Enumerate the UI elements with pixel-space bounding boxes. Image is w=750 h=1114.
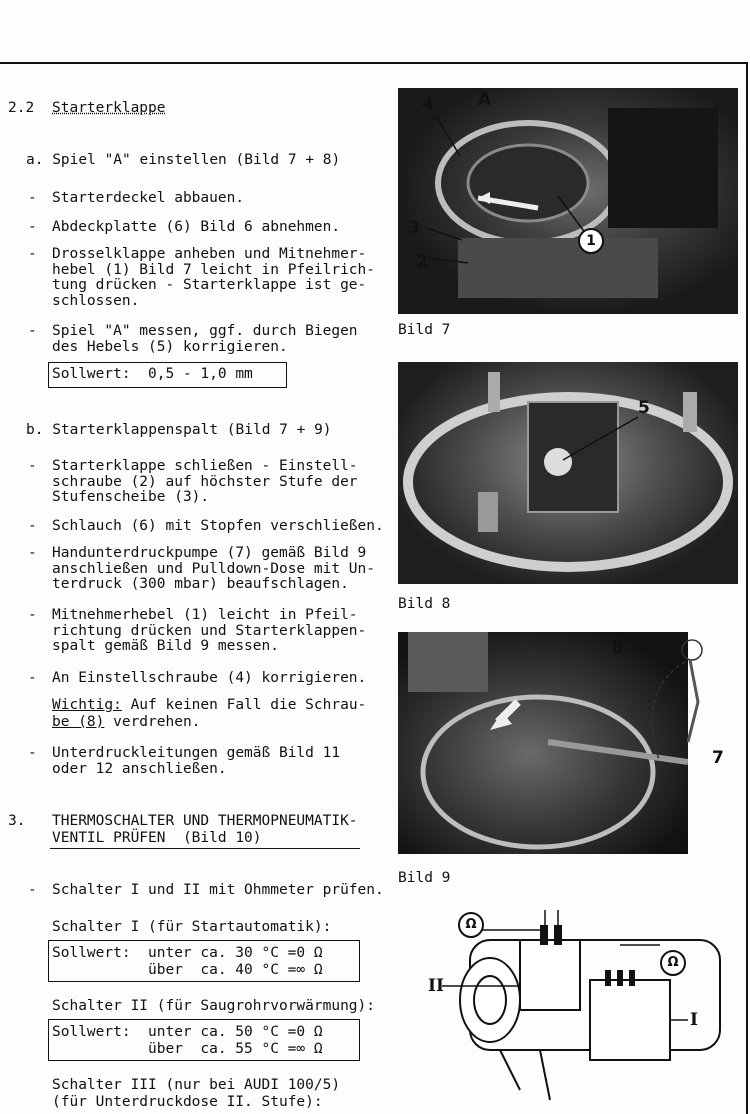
b9-label-6: 6 — [676, 830, 688, 850]
list-item-line: Starterklappe schließen - Einstell- — [52, 458, 358, 474]
sollwert-1-line-2: über ca. 40 °C =∞ Ω — [148, 962, 323, 978]
bullet: - — [28, 190, 37, 206]
sollwert-1-label: Sollwert: — [52, 945, 131, 961]
wichtig-line-1 — [52, 697, 366, 714]
sollwert-2-label: Sollwert: — [52, 1024, 131, 1040]
pump-drawing — [640, 632, 745, 862]
bullet: - — [28, 545, 37, 561]
schalter-3-line-2: (für Unterdruckdose II. Stufe): — [52, 1094, 323, 1110]
bullet: - — [28, 219, 37, 235]
b7-label-3: 3 — [408, 218, 420, 238]
bullet: - — [28, 458, 37, 474]
list-item-line: Stufenscheibe (3). — [52, 489, 210, 505]
list-item-line: Mitnehmerhebel (1) leicht in Pfeil- — [52, 607, 358, 623]
schalter-2: Schalter II (für Saugrohrvorwärmung): — [52, 998, 376, 1014]
sollwert-2-line-2: über ca. 55 °C =∞ Ω — [148, 1041, 323, 1057]
bullet: - — [28, 745, 37, 761]
list-item-line: Spiel "A" messen, ggf. durch Biegen — [52, 323, 358, 339]
list-item-line: An Einstellschraube (4) korrigieren. — [52, 670, 367, 686]
bullet: - — [28, 323, 37, 339]
schalter-3-line-1: Schalter III (nur bei AUDI 100/5) — [52, 1077, 341, 1093]
b7-label-4: 4 — [422, 94, 434, 114]
list-item-line: Handunterdruckpumpe (7) gemäß Bild 9 — [52, 545, 367, 561]
section-3-title-2: VENTIL PRÜFEN (Bild 10) — [52, 830, 262, 846]
b7-label-1: 1 — [578, 228, 604, 254]
section-3-number: 3. — [8, 813, 26, 829]
bild-8-photo — [398, 362, 738, 584]
wichtig-text-1: Auf keinen Fall die Schrau- — [121, 697, 367, 713]
sollwert-2-line-1: unter ca. 50 °C =0 Ω — [148, 1024, 323, 1040]
bullet: - — [28, 518, 37, 534]
section-3-item: Schalter I und II mit Ohmmeter prüfen. — [52, 882, 384, 898]
list-item-line: des Hebels (5) korrigieren. — [52, 338, 288, 355]
sollwert-a: Sollwert: 0,5 - 1,0 mm — [52, 366, 253, 382]
bullet: - — [28, 882, 37, 898]
list-item-line: hebel (1) Bild 7 leicht in Pfeilrich- — [52, 261, 376, 278]
b9-label-8: 8 — [612, 638, 624, 658]
list-item-line: Unterdruckleitungen gemäß Bild 11 — [52, 745, 341, 761]
bild-7-photo — [398, 88, 738, 314]
wichtig-text-2b: verdrehen. — [104, 714, 201, 730]
list-item-line: oder 12 anschließen. — [52, 760, 227, 777]
list-item-line: Starterdeckel abbauen. — [52, 190, 245, 206]
b10-label-I: I — [690, 1010, 698, 1030]
list-item-line: Drosselklappe anheben und Mitnehmer- — [52, 246, 367, 262]
wichtig-line-2 — [52, 714, 200, 731]
section-3-title-1: THERMOSCHALTER UND THERMOPNEUMATIK- — [52, 813, 358, 829]
list-item-line: schraube (2) auf höchster Stufe der — [52, 473, 358, 490]
sollwert-1-line-1: unter ca. 30 °C =0 Ω — [148, 945, 323, 961]
list-item-line: schlossen. — [52, 292, 140, 309]
section-title: Starterklappe — [52, 100, 166, 116]
list-item-line: richtung drücken und Starterklappen- — [52, 622, 367, 639]
b10-ohm-right: Ω — [660, 950, 686, 976]
list-item-line: tung drücken - Starterklappe ist ge- — [52, 277, 367, 293]
list-item-line: terdruck (300 mbar) beaufschlagen. — [52, 576, 349, 592]
list-item-line: anschließen und Pulldown-Dose mit Un- — [52, 560, 376, 577]
bullet: - — [28, 670, 37, 686]
schalter-1: Schalter I (für Startautomatik): — [52, 919, 332, 935]
section-number: 2.2 — [8, 100, 35, 116]
list-item-line: Abdeckplatte (6) Bild 6 abnehmen. — [52, 219, 341, 235]
bullet: - — [28, 607, 37, 623]
bild-7-caption: Bild 7 — [398, 322, 451, 338]
b10-ohm-left: Ω — [458, 912, 484, 938]
b7-label-A: A — [478, 90, 492, 110]
list-item-line: spalt gemäß Bild 9 messen. — [52, 638, 279, 654]
bullet: - — [28, 246, 37, 262]
b8-label-5: 5 — [638, 398, 650, 418]
bild-9-caption: Bild 9 — [398, 870, 451, 886]
wichtig-label: Wichtig: — [52, 697, 122, 713]
section-3-rule — [50, 848, 360, 849]
wichtig-text-2a: be (8) — [52, 714, 105, 730]
b10-label-II: II — [428, 976, 444, 996]
b7-label-2: 2 — [416, 252, 428, 272]
subsection-b-heading: b. Starterklappenspalt (Bild 7 + 9) — [26, 422, 332, 438]
list-item-line: Schlauch (6) mit Stopfen verschließen. — [52, 518, 384, 534]
b9-label-7: 7 — [712, 748, 724, 768]
bild-8-caption: Bild 8 — [398, 596, 451, 612]
subsection-a-heading: a. Spiel "A" einstellen (Bild 7 + 8) — [26, 152, 341, 168]
